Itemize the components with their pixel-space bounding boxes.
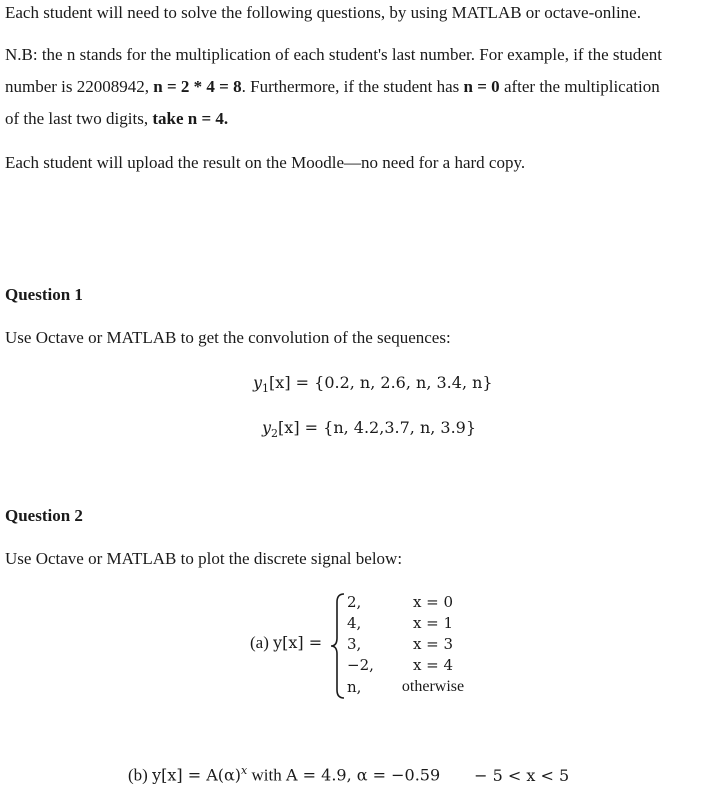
nb-last-digits: of the last two digits, (5, 109, 153, 128)
part-a-label (250, 633, 322, 653)
question1-heading: Question 1 (5, 285, 83, 304)
case-condition: x = 3 (412, 635, 454, 653)
nb-line-2 (5, 77, 660, 97)
intro-line: Each student will need to solve the following questions, by using MATLAB or octave-online. (5, 3, 641, 22)
y2-sequence: [x] = {n, 4.2,3.7, n, 3.9} (278, 418, 477, 437)
nb-text-end: after the multiplication (499, 77, 660, 96)
part-b-range: − 5 < x < 5 (474, 765, 570, 785)
left-brace-icon (330, 592, 346, 700)
y2-subscript: 2 (271, 427, 279, 441)
y1-symbol: y (253, 373, 263, 392)
nb-line-1: N.B: the n stands for the multiplication of each student's last number. For example, if the student (5, 45, 662, 64)
nb-text: . Furthermore, if the student has (241, 77, 464, 96)
case-condition: x = 0 (412, 593, 454, 611)
nb-zero-condition: n = 0 (463, 77, 500, 96)
case-value: 2, (347, 593, 362, 611)
part-a-prefix: (a) (250, 633, 274, 652)
part-a-lhs: y[x] = (273, 633, 323, 652)
nb-student-number: number is 22008942, (5, 77, 154, 96)
y2-symbol: y (262, 418, 272, 437)
y1-sequence: [x] = {0.2, n, 2.6, n, 3.4, n} (269, 373, 493, 392)
case-value: −2, (347, 656, 374, 674)
y1-subscript: 1 (262, 382, 270, 396)
nb-line-3 (5, 109, 228, 129)
nb-take-rule: take n = 4. (152, 109, 229, 128)
part-b-with: with (247, 765, 286, 785)
case-value: 3, (347, 635, 362, 653)
part-b-prefix: (b) (128, 765, 153, 785)
part-b-expression (128, 764, 569, 786)
nb-example-formula: n = 2 * 4 = 8 (153, 77, 242, 96)
question2-text: Use Octave or MATLAB to plot the discrete signal below: (5, 549, 403, 568)
equation-y2 (262, 418, 476, 444)
equation-y1 (253, 373, 493, 399)
case-value: 4, (347, 614, 362, 632)
part-b-formula: y[x] = A(α) (152, 765, 242, 785)
case-condition: otherwise (401, 678, 465, 695)
part-b-exponent: x (241, 764, 248, 777)
case-condition: x = 1 (412, 614, 454, 632)
question1-text: Use Octave or MATLAB to get the convolution of the sequences: (5, 328, 451, 347)
part-b-params: A = 4.9, α = −0.59 (286, 765, 441, 785)
upload-note: Each student will upload the result on the Moodle—no need for a hard copy. (5, 153, 526, 172)
question2-heading: Question 2 (5, 506, 83, 525)
case-value: n, (347, 678, 362, 696)
case-condition: x = 4 (412, 656, 454, 674)
